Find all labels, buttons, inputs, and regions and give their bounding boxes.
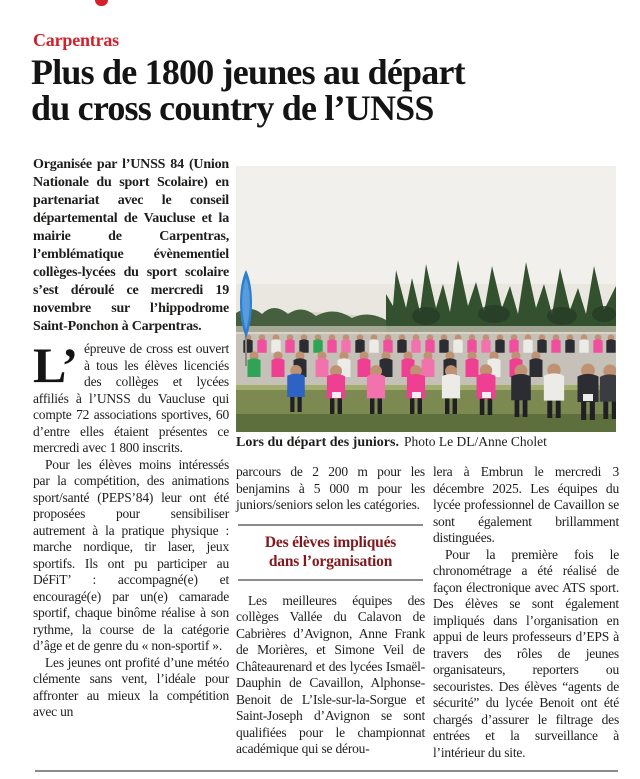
headline-line-2: du cross country de l’UNSS bbox=[31, 88, 434, 128]
body-column-middle bbox=[236, 464, 425, 758]
subheading-line-1: Des élèves impliqués bbox=[264, 533, 397, 551]
article-photo bbox=[236, 166, 616, 432]
headline-line-1: Plus de 1800 jeunes au départ bbox=[31, 52, 465, 92]
section-kicker: Carpentras bbox=[33, 30, 119, 50]
bottom-divider bbox=[35, 770, 618, 772]
photo-caption bbox=[236, 433, 618, 451]
paragraph-2: Pour les élèves moins intéressés par la compétition, des animations sport/santé (PEPS’84) leur ont été proposées pour sensibiliser autrement à la pratique physique : marche nordique, tir laser, jeux sportifs. Ils ont pu participer au DéFiT’ : accompagné(e) et encouragé(e) par un(e) camarade sportif, chaque binôme réalise à son rythme, la course de la catégorie d’âge et de genre du « non-sportif ». bbox=[33, 456, 229, 653]
caption-credit: Photo Le DL/Anne Cholet bbox=[403, 434, 547, 449]
far-ground-strip bbox=[236, 326, 616, 334]
body-column-left bbox=[33, 337, 229, 721]
cropped-red-text-fragment bbox=[95, 0, 108, 6]
subheading-line-2: dans l’organisation bbox=[268, 552, 393, 570]
paragraph-3: Les jeunes ont profité d’une météo clémente sans vent, l’idéale pour affronter au mieux la compétition avec un bbox=[33, 654, 229, 719]
section-subheading bbox=[238, 524, 423, 581]
lead-paragraph: Organisée par l’UNSS 84 (Union Nationale du sport Scolaire) en partenariat avec le conseil départemental de Vaucluse et la mairie de Carpentras, l’emblématique évènementiel collèges-lycées du sport scolaire s’est déroulé ce mercredi 19 novembre sur l’hippodrome Saint-Ponchon à Carpentras. bbox=[33, 157, 229, 334]
article-headline bbox=[31, 54, 606, 126]
body-column-right bbox=[433, 464, 619, 761]
drop-cap: L’ bbox=[33, 337, 79, 393]
caption-text: Lors du départ des juniors. bbox=[236, 435, 399, 450]
paragraph-4: parcours de 2 200 m pour les benjamins à 5 000 m pour les juniors/seniors selon les catégories. bbox=[236, 464, 425, 512]
paragraph-5: Les meilleures équipes des collèges Vallée du Calavon de Cabrières d’Avignon, Anne Frank de Morières, et Simone Veil de Châteaurenard et des lycées Ismaël-Dauphin de Cavaillon, Alphonse-Benoit de L’Isle-sur-la-Sorgue et Saint-Joseph d’Avignon se sont qualifiées pour le championnat académique qui se dérou- bbox=[236, 592, 425, 756]
cross-country-start-photo bbox=[236, 166, 616, 432]
paragraph-7: Pour la première fois le chronométrage a été réalisé de façon électronique avec ATS sport. Des élèves se sont également impliqués dans l’organisation en appui de leurs professeurs d’EPS à travers des rôles de jeunes organisateurs, reporters ou secouristes. Des élèves “agents de sécurité” du lycée Benoit ont été chargés d’assurer le filtrage des entrées et la surveillance à l’intérieur du site. bbox=[433, 546, 619, 760]
paragraph-1: L’ épreuve de cross est ouvert à tous les élèves licenciés des collèges et lycées affiliés à l’UNSS du Vaucluse qui compte 72 associations sportives, 60 d’entre elles étaient présentes ce mercredi avec 1 800 inscrits. bbox=[33, 337, 229, 455]
paragraph-6: lera à Embrun le mercredi 3 décembre 2025. Les équipes du lycée professionnel de Cavaillon se sont également brillamment distinguées. bbox=[433, 464, 619, 545]
